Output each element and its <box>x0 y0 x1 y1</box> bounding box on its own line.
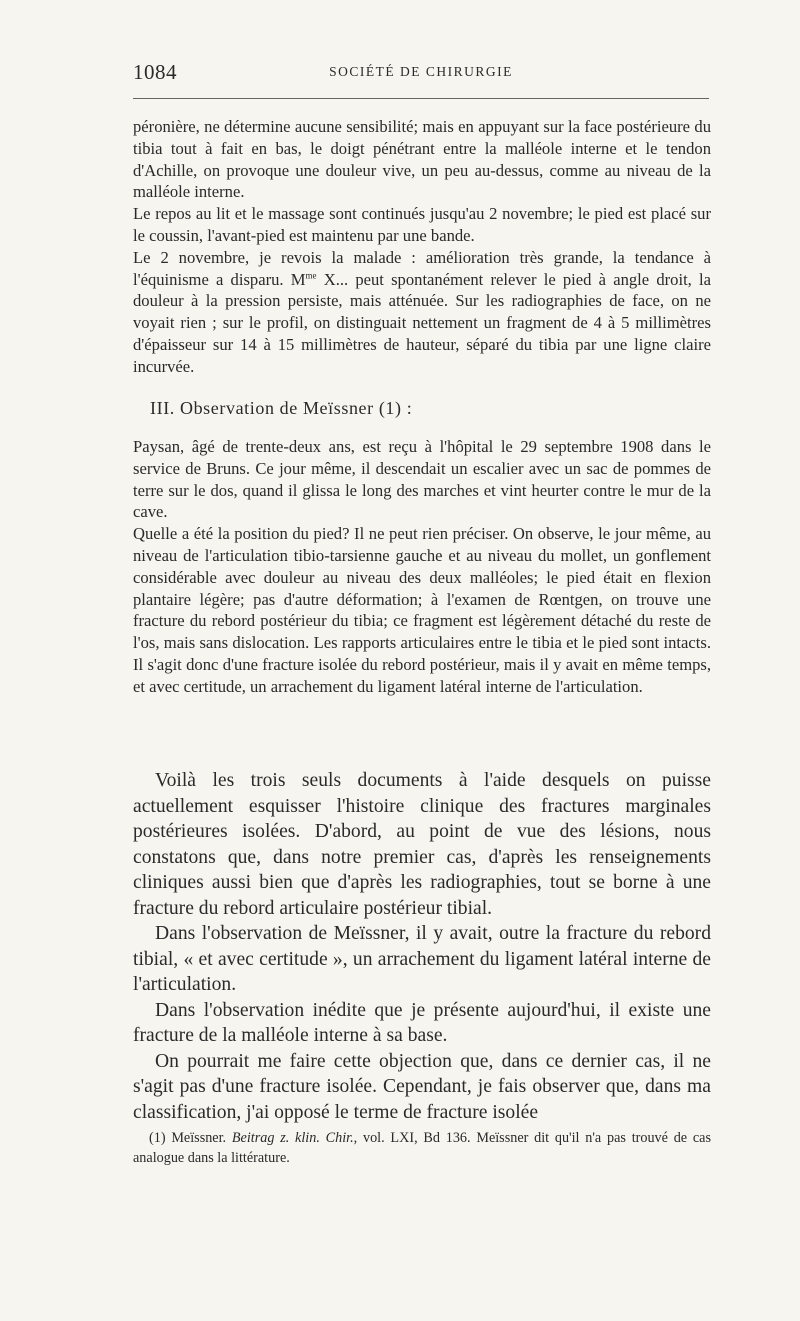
text-span: X... peut spontanément relever le pied à angle droit, la douleur à la pression persiste, mais atténuée. Sur les radiographies de face, on ne voyait rien ; sur le profil, on distinguait nettement un fragment de 4 à 5 millimètres d'épaisseur sur 14 à 15 millimètres de hauteur, séparé du tibia par une ligne claire incurvée. <box>133 269 711 376</box>
paragraph: Le repos au lit et le massage sont continués jusqu'au 2 novembre; le pied est placé sur le coussin, l'avant-pied est maintenu par une bande. <box>133 204 711 245</box>
superscript: me <box>305 270 317 281</box>
paragraph: Voilà les trois seuls documents à l'aide desquels on puisse actuellement esquisser l'histoire clinique des fractures marginales postérieures isolées. D'abord, au point de vue des lésions, nous constatons que, dans notre premier cas, d'après les renseignements cliniques aussi bien que d'après les radiographies, tout se borne à une fracture du rebord articulaire postérieur tibial. <box>133 770 711 919</box>
journal-title: Beitrag z. klin. Chir. <box>231 1130 354 1146</box>
page-number: 1084 <box>133 60 177 84</box>
footnote <box>133 1128 711 1168</box>
section-heading: III. Observation de Meïssner (1) : <box>150 398 413 418</box>
case-continuation-block <box>133 116 711 378</box>
paragraph: Paysan, âgé de trente-deux ans, est reçu à l'hôpital le 29 septembre 1908 dans le service de Bruns. Ce jour même, il descendait un escalier avec un sac de pommes de terre sur le dos, quand il glissa le long des marches et vint heurter contre le mur de la cave. <box>133 437 711 522</box>
text-span: (1) Meïssner. <box>149 1130 232 1146</box>
footnote-text <box>133 1128 711 1168</box>
paragraph: Quelle a été la position du pied? Il ne peut rien préciser. On observe, le jour même, au niveau de l'articulation tibio-tarsienne gauche et au niveau du mollet, un gonflement considérable avec douleur au niveau des deux malléoles; le pied était en flexion plantaire légère; pas d'autre déformation; à l'examen de Rœntgen, on trouve une fracture du rebord postérieur du tibia; ce fragment est légèrement détaché du reste de l'os, mais sans dislocation. Les rapports articulaires entre le tibia et le pied sont intacts. Il s'agit donc d'une fracture isolée du rebord postérieur, mais il y avait en même temps, et avec certitude, un arrachement du ligament latéral interne de l'articulation. <box>133 524 711 696</box>
paragraph: péronière, ne détermine aucune sensibilité; mais en appuyant sur la face postérieure du tibia tout à fait en bas, le doigt pénétrant entre la malléole interne et le tendon d'Achille, on provoque une douleur vive, un peu au-dessus, comme au niveau de la malléole interne. <box>133 117 711 202</box>
header-rule <box>133 98 709 99</box>
paragraph: On pourrait me faire cette objection que, dans ce dernier cas, il ne s'agit pas d'une fracture isolée. Cependant, je fais observer que, dans ma classification, j'ai opposé le terme de fracture isolée <box>133 1050 711 1123</box>
observation-block <box>133 436 711 698</box>
text-span: Le 2 novembre, je revois la malade : amélioration très grande, la tendance à l'équinisme a disparu. M <box>133 247 711 289</box>
paragraph: Dans l'observation de Meïssner, il y avait, outre la fracture du rebord tibial, « et avec certitude », un arrachement du ligament latéral interne de l'articulation. <box>133 923 711 995</box>
running-title: SOCIÉTÉ DE CHIRURGIE <box>329 64 513 79</box>
discussion-block <box>133 768 711 1125</box>
page-header <box>133 60 709 86</box>
paragraph <box>133 247 711 378</box>
paragraph: Dans l'observation inédite que je présente aujourd'hui, il existe une fracture de la malléole interne à sa base. <box>133 999 711 1046</box>
text-span: , vol. LXI, Bd 136. Meïssner dit qu'il n'a pas trouvé de cas analogue dans la littérature. <box>133 1130 711 1166</box>
